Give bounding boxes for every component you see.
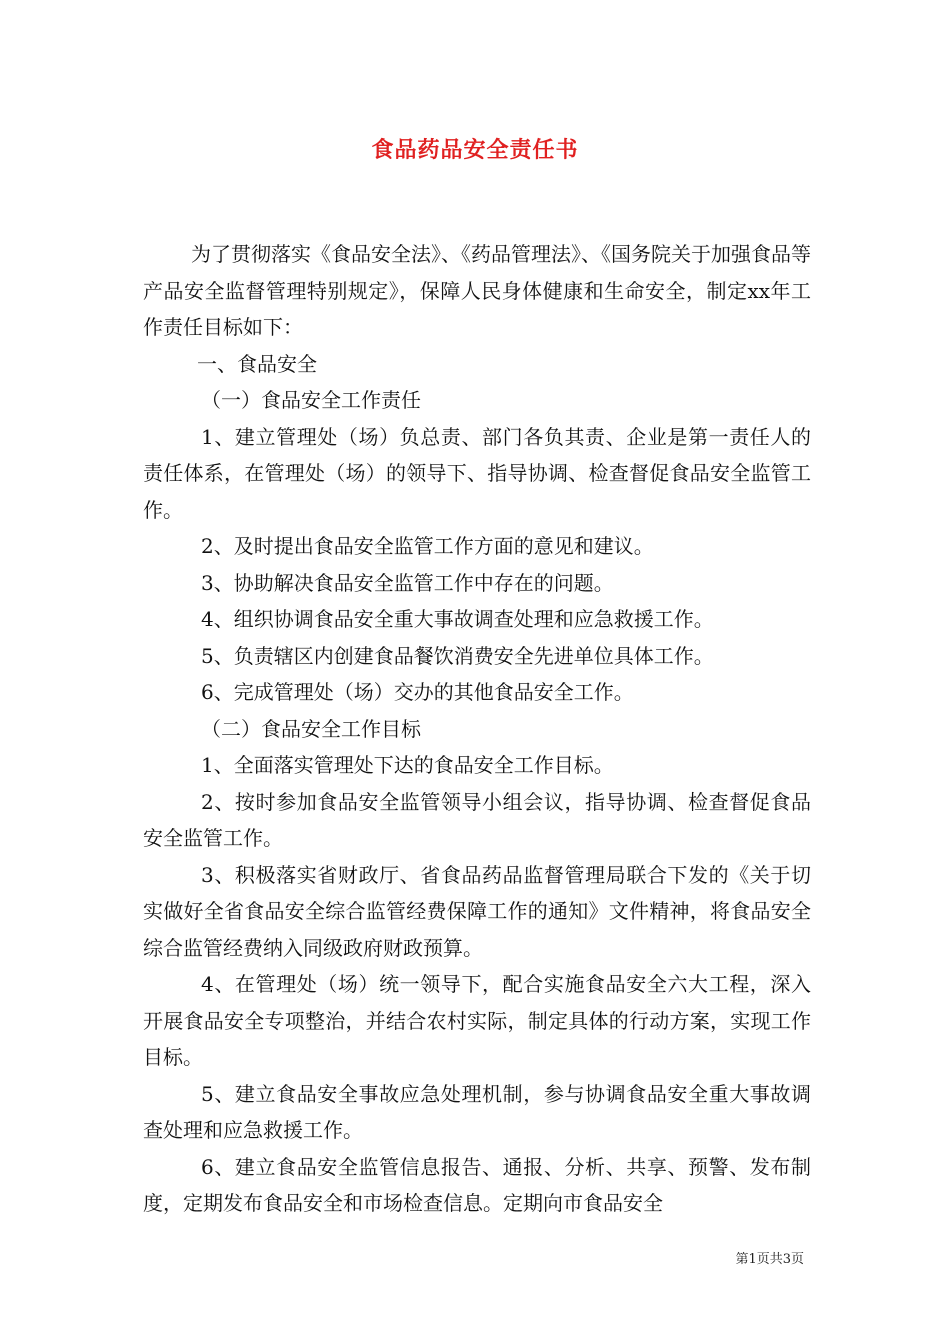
responsibility-item-1: 1、建立管理处（场）负总责、部门各负其责、企业是第一责任人的责任体系，在管理处（场）的领导下、指导协调、检查督促食品安全监管工作。 (143, 424, 811, 522)
page-number-footer: 第1页共3页 (735, 1252, 804, 1267)
document-body (143, 236, 811, 1222)
document-title: 食品药品安全责任书 (371, 137, 579, 163)
responsibility-item-4: 4、组织协调食品安全重大事故调查处理和应急救援工作。 (201, 607, 714, 631)
goal-item-5: 5、建立食品安全事故应急处理机制，参与协调食品安全重大事故调查处理和应急救援工作。 (143, 1081, 811, 1142)
section-heading-food-safety: 一、食品安全 (197, 351, 317, 376)
responsibility-item-2: 2、及时提出食品安全监管工作方面的意见和建议。 (201, 534, 654, 558)
subsection-heading-goals: （二）食品安全工作目标 (201, 716, 421, 741)
responsibility-item-6: 6、完成管理处（场）交办的其他食品安全工作。 (201, 680, 634, 704)
responsibility-item-3: 3、协助解决食品安全监管工作中存在的问题。 (201, 570, 614, 595)
goal-item-2: 2、按时参加食品安全监管领导小组会议，指导协调、检查督促食品安全监管工作。 (143, 789, 811, 850)
goal-item-1: 1、全面落实管理处下达的食品安全工作目标。 (201, 753, 614, 777)
responsibility-item-5: 5、负责辖区内创建食品餐饮消费安全先进单位具体工作。 (201, 643, 714, 668)
goal-item-4: 4、在管理处（场）统一领导下，配合实施食品安全六大工程，深入开展食品安全专项整治，并结合农村实际，制定具体的行动方案，实现工作目标。 (143, 972, 811, 1069)
intro-paragraph: 为了贯彻落实《食品安全法》、《药品管理法》、《国务院关于加强食品等产品安全监督管理特别规定》，保障人民身体健康和生命安全，制定xx年工作责任目标如下： (143, 242, 811, 339)
goal-item-3: 3、积极落实省财政厅、省食品药品监督管理局联合下发的《关于切实做好全省食品安全综合监管经费保障工作的通知》文件精神，将食品安全综合监管经费纳入同级政府财政预算。 (143, 862, 811, 960)
goal-item-6: 6、建立食品安全监管信息报告、通报、分析、共享、预警、发布制度，定期发布食品安全和市场检查信息。定期向市食品安全 (143, 1154, 811, 1215)
subsection-heading-responsibility: （一）食品安全工作责任 (201, 388, 421, 412)
